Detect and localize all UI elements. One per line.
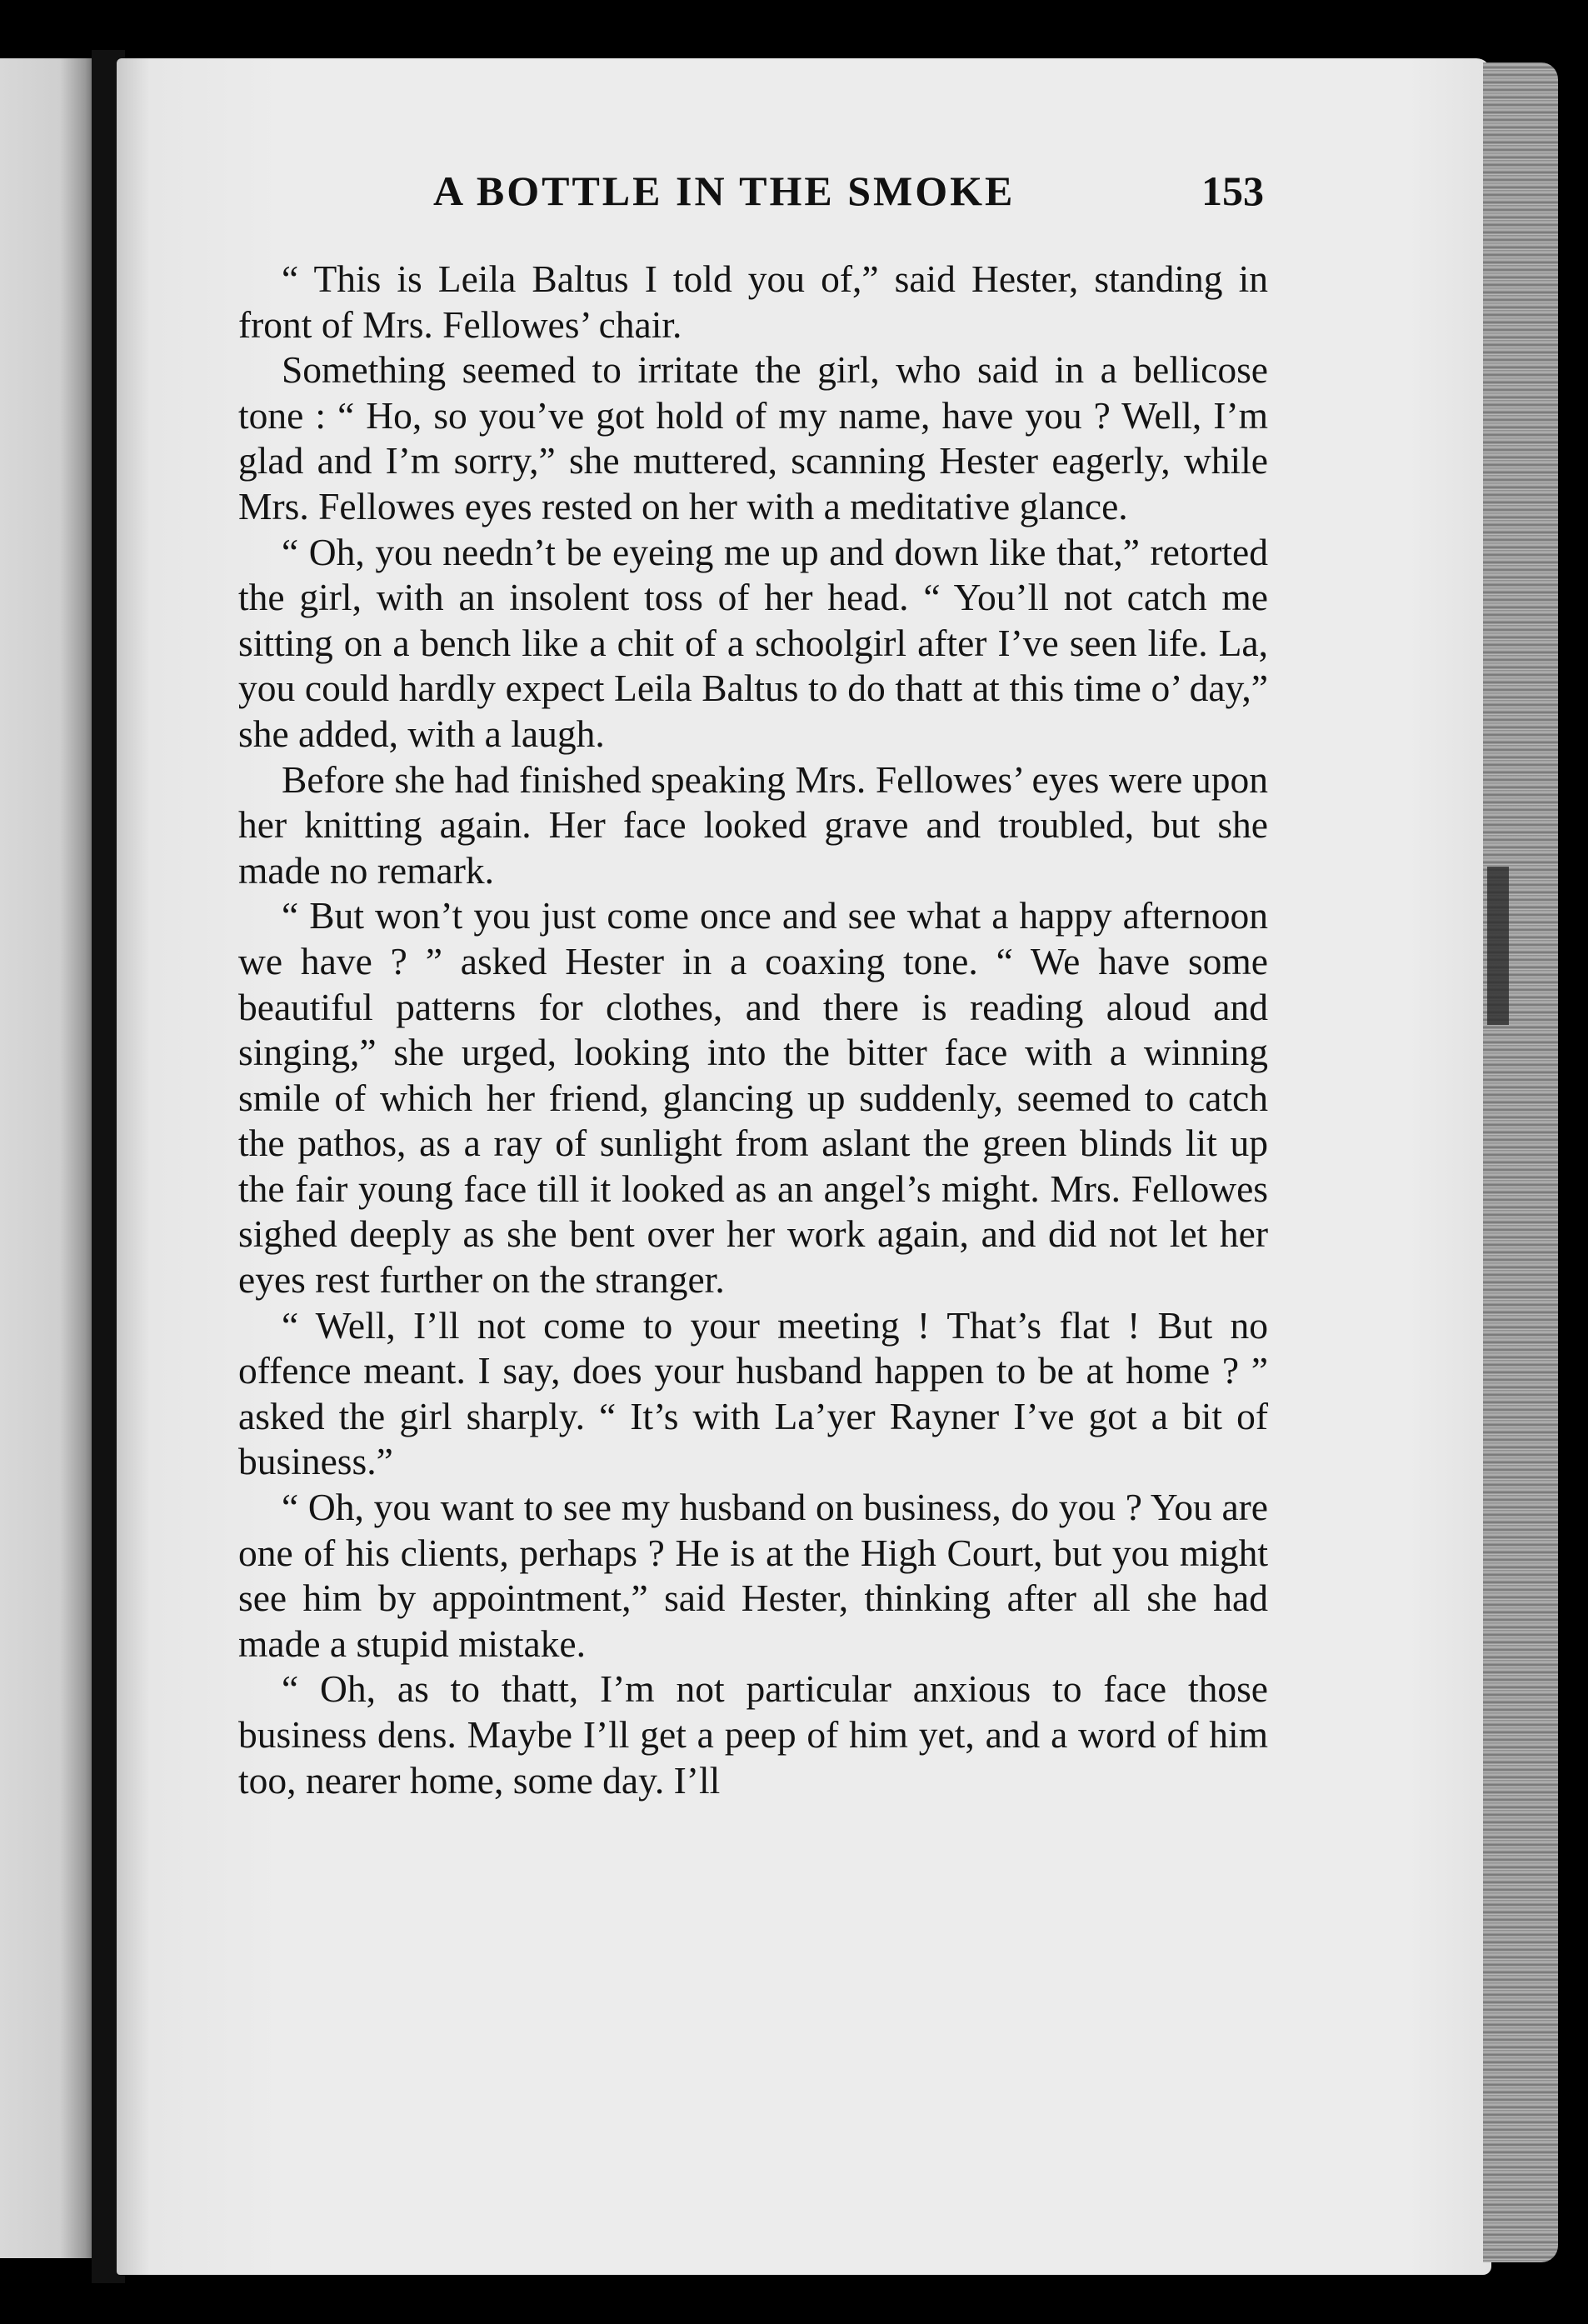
paragraph: Something seemed to irritate the girl, who said in a bellicose tone : “ Ho, so you’ve got hold of my name, have you ? Well, I’m glad and I’m sorry,” she muttered, scanning Hester eagerly, while Mrs. Fellowes eyes rested on her with a meditative glance.	[238, 348, 1268, 527]
page-body	[238, 257, 1268, 1803]
previous-page-edge	[0, 58, 100, 2258]
paragraph: “ Oh, you want to see my husband on business, do you ? You are one of his clients, perhaps ? He is at the High Court, but you might see him by appointment,” said Hester, thinking after all she had made a stupid mistake.	[238, 1486, 1268, 1665]
paragraph: “ But won’t you just come once and see what a happy afternoon we have ? ” asked Hester in a coaxing tone. “ We have some beautiful patterns for clothes, and there is reading aloud and singing,” she urged, looking into the bitter face with a winning smile of which her friend, glancing up suddenly, seemed to catch the pathos, as a ray of sunlight from aslant the green blinds lit up the fair young face till it looked as an angel’s might. Mrs. Fellowes sighed deeply as she bent over her work again, and did not let her eyes rest further on the stranger.	[238, 894, 1268, 1302]
page-number: 153	[1201, 167, 1264, 214]
paragraph: “ Oh, you needn’t be eyeing me up and down like that,” retorted the girl, with an insolent toss of her head. “ You’ll not catch me sitting on a bench like a chit of a schoolgirl after I’ve seen life. La, you could hardly expect Leila Baltus to do thatt at this time o’ day,” she added, with a laugh.	[238, 530, 1268, 755]
page-fore-edge	[1483, 62, 1558, 2262]
paragraph: Before she had finished speaking Mrs. Fellowes’ eyes were upon her knitting again. Her face looked grave and troubled, but she made no remark.	[238, 757, 1268, 892]
paragraph: “ Well, I’ll not come to your meeting ! That’s flat ! But no offence meant. I say, does your husband happen to be at home ? ” asked the girl sharply. “ It’s with La’yer Rayner I’ve got a bit of business.”	[238, 1303, 1268, 1483]
fore-edge-mark	[1487, 867, 1509, 1025]
paragraph: “ Oh, as to thatt, I’m not particular anxious to face those business dens. Maybe I’ll get a peep of him yet, and a word of him too, nearer home, some day. I’ll	[238, 1667, 1268, 1802]
paragraph: “ This is Leila Baltus I told you of,” said Hester, standing in front of Mrs. Fellowes’ chair.	[238, 257, 1268, 346]
running-title: A BOTTLE IN THE SMOKE	[433, 167, 1016, 214]
